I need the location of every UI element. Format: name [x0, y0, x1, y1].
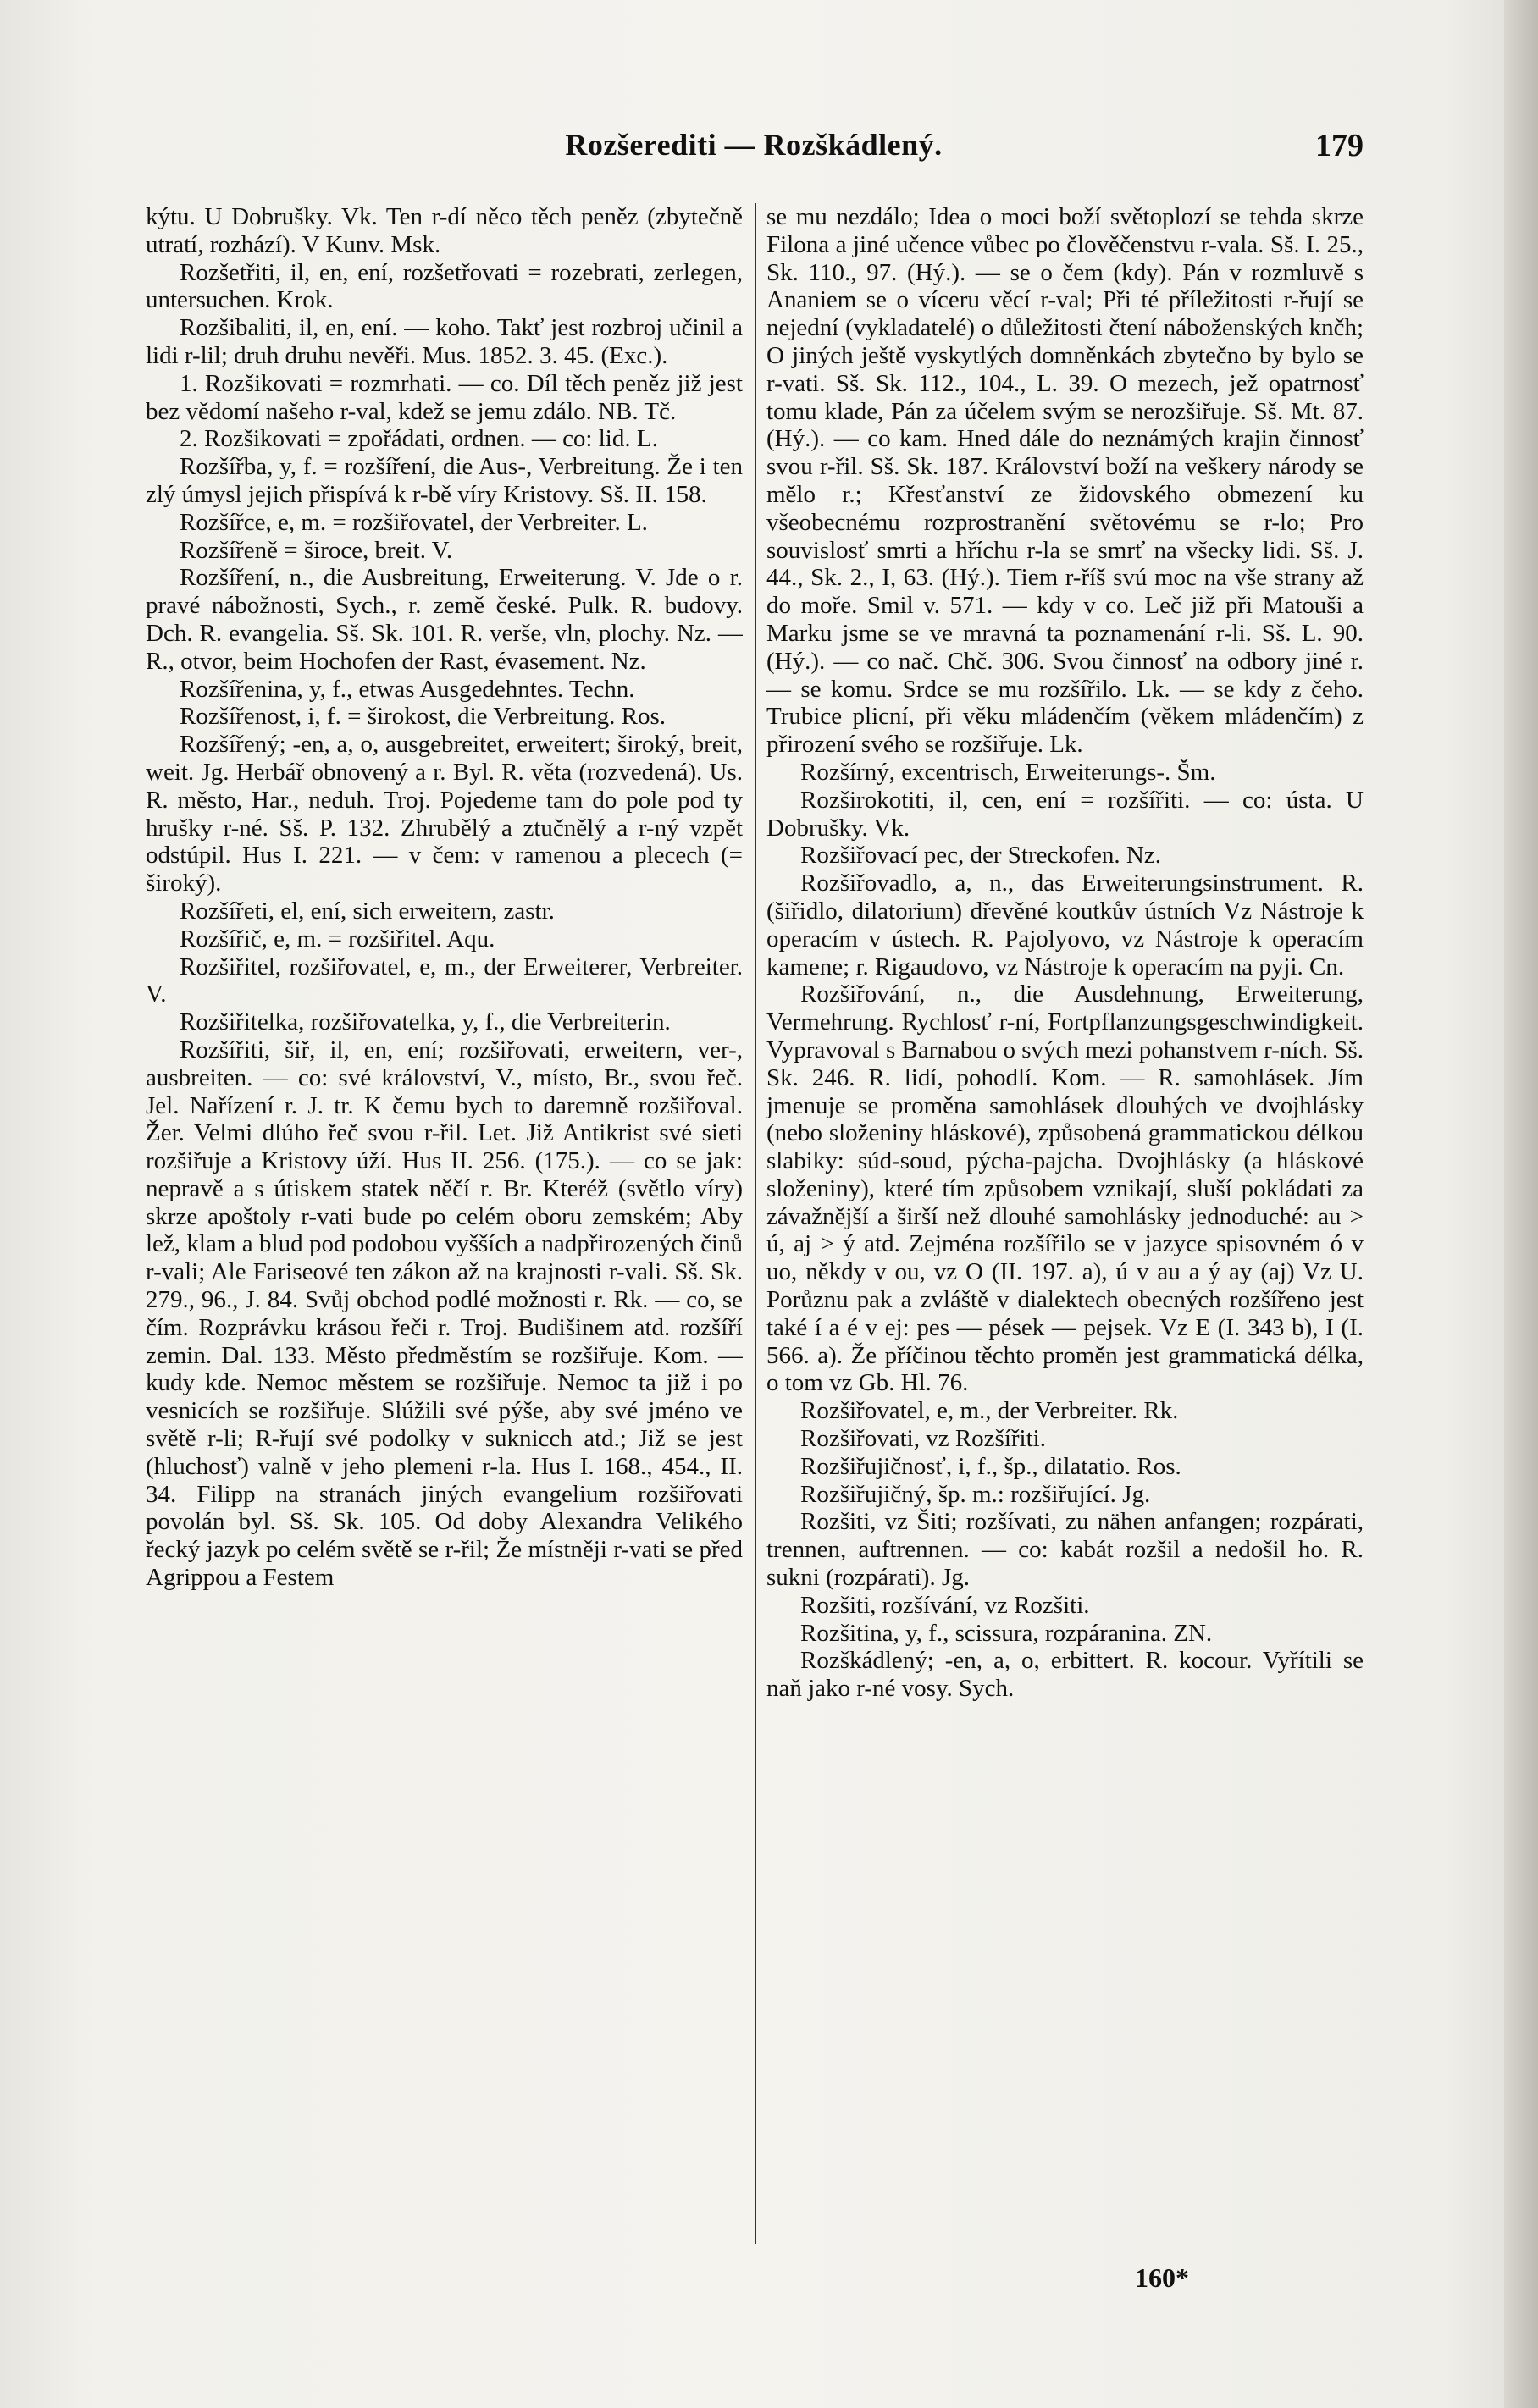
dictionary-entry: Rozšířba, y, f. = rozšíření, die Aus-, Verbreitung. Že i ten zlý úmysl jejich přispívá k r-bě víry Kristovy. Sš. II. 158.: [146, 453, 743, 508]
dictionary-entry: Rozšiřovati, vz Rozšířiti.: [800, 1425, 1046, 1453]
dictionary-entry: Rozšiřování, n., die Ausdehnung, Erweiterung, Vermehrung. Rychlosť r-ní, Fortpflanzungsgeschwindigkeit. Vypravoval s Barnabou o svých mezi pohanstvem r-ních. Sš. Sk. 246. R. lidí, pohodlí. Kom. — R. samohlásek. Jím jmenuje se proměna samohlásek dlouhých ve dvojhlásky (nebo složeniny hláskové), způsobená grammatickou délkou slabiky: súd-soud, pýcha-pajcha. Dvojhlásky (a hláskové složeniny), které tím způsobem vznikají, sluší pokládati za závažnější a širší než dlouhé samohlásky jednoduché: au > ú, aj > ý atd. Zejména rozšířilo se v jazyce spisovném ó v uo, někdy v ou, vz O (II. 197. a), ú v au a ý ay (aj) Vz U. Porůznu pak a zvláště v dialektech obecných rozšířeno jest také í a é v ej: pes — pések — pejsek. Vz E (I. 343 b), I (I. 566. a). Že příčinou těchto proměn jest grammatická délka, o tom vz Gb. Hl. 76.: [766, 980, 1364, 1397]
dictionary-entry: Rozšiřovadlo, a, n., das Erweiterungsinstrument. R. (šiřidlo, dilatorium) dřevěné koutkův ústních Vz Nástroje k operacím v ústech. R. Pajolyovo, vz Nástroje k operacím kamene; r. Rigaudovo, vz Nástroje k operacím na pyji. Cn.: [766, 870, 1364, 980]
header-title: Rozšerediti — Rozškádlený.: [565, 128, 943, 162]
dictionary-entry: Rozšířeti, el, ení, sich erweitern, zastr.: [180, 897, 555, 925]
dictionary-entry: Rozšiřovatel, e, m., der Verbreiter. Rk.: [800, 1397, 1179, 1425]
dictionary-entry: Rozšetřiti, il, en, ení, rozšetřovati = rozebrati, zerlegen, untersuchen. Krok.: [146, 258, 743, 314]
dictionary-entry: Rozšiti, vz Šiti; rozšívati, zu nähen anfangen; rozpárati, trennen, auftrennen. — co: kabát rozšil a nedošil ho. R. sukni (rozpárati). Jg.: [766, 1508, 1364, 1592]
dictionary-entry: Rozšírný, excentrisch, Erweiterungs-. Šm.: [800, 758, 1216, 786]
dictionary-entry: Rozšiti, rozšívání, vz Rozšiti.: [800, 1591, 1090, 1619]
dictionary-entry: Rozšíření, n., die Ausbreitung, Erweiterung. V. Jde o r. pravé nábožnosti, Sych., r. země české. Pulk. R. budovy. Dch. R. evangelia. Sš. Sk. 101. R. verše, vln, plochy. Nz. — R., otvor, beim Hochofen der Rast, évasement. Nz.: [146, 564, 743, 675]
dictionary-entry: Rozšiřitelka, rozšiřovatelka, y, f., die Verbreiterin.: [180, 1008, 671, 1036]
dictionary-entry: Rozšířený; -en, a, o, ausgebreitet, erweitert; široký, breit, weit. Jg. Herbář obnovený a r. Byl. R. věta (rozvedená). Us. R. město, Har., neduh. Troj. Pojedeme tam do pole pod ty hrušky r-né. Sš. P. 132. Zhrubělý a ztučnělý a r-ný vzpět odstúpil. Hus I. 221. — v čem: v ramenou a plecech (= široký).: [146, 731, 743, 897]
page-number: 179: [1315, 128, 1364, 163]
running-header: [144, 127, 1364, 178]
dictionary-entry: Rozšířenost, i, f. = širokost, die Verbreitung. Ros.: [180, 703, 667, 731]
left-column: [146, 203, 743, 2252]
dictionary-entry: Rozšitina, y, f., scissura, rozpáranina. ZN.: [800, 1619, 1213, 1647]
dictionary-entry: Rozširokotiti, il, cen, ení = rozšířiti. — co: ústa. U Dobrušky. Vk.: [766, 786, 1364, 842]
right-column: [766, 203, 1364, 2252]
dictionary-entry: Rozšibaliti, il, en, ení. — koho. Takť jest rozbroj učinil a lidi r-lil; druh druhu nevěři. Mus. 1852. 3. 45. (Exc.).: [146, 314, 743, 369]
signature-mark: 160*: [1135, 2262, 1189, 2293]
dictionary-entry: 2. Rozšikovati = zpořádati, ordnen. — co: lid. L.: [180, 425, 658, 453]
dictionary-entry: Rozšířiti, šiř, il, en, ení; rozšiřovati, erweitern, ver-, ausbreiten. — co: své království, V., místo, Br., svou řeč. Jel. Nařízení r. J. tr. K čemu bych to daremně rozšiřoval. Žer. Velmi dlúho řeč svou r-řil. Let. Již Antikrist své sieti rozšiřuje a Kristovy úží. Hus II. 256. (175.). — co se jak: nepravě a s útiskem statek něčí r. Br. Kteréž (světlo víry) skrze apoštoly r-vati bude po celém oboru zemském; Aby lež, klam a blud pod podobou vyšších a nadpřirozených činů r-vali; Ale Fariseové ten zákon až na krajnosti r-vali. Sš. Sk. 279., 96., J. 84. Svůj obchod podlé možnosti r. Rk. — co, se čím. Rozprávku krásou řeči r. Troj. Budišinem atd. rozšíří zemin. Dal. 133. Město předměstím se rozšiřuje. Kom. — kudy kde. Nemoc městem se rozšiřuje. Nemoc ta již i po vesnicích se rozšiřuje. Slúžili své pýše, aby své jméno ve světě r-li; R-řují své podolky v suknicch atd.; Již se jest (hluchosť) valně v jeho plemeni r-la. Hus I. 168., 454., II. 34. Filipp na stranách jiných evangelium rozšiřovati povolán byl. Sš. Sk. 105. Od doby Alexandra Velikého řecký jazyk po celém světě se r-řil; Že místněji r-vati se před Agrippou a Festem: [146, 1036, 743, 1592]
dictionary-entry: Rozšířenina, y, f., etwas Ausgedehntes. Techn.: [180, 675, 635, 703]
dictionary-entry: Rozšiřujičnosť, i, f., šp., dilatatio. Ros.: [800, 1452, 1181, 1480]
dictionary-entry: Rozšiřovací pec, der Streckofen. Nz.: [800, 842, 1161, 870]
dictionary-entry: se mu nezdálo; Idea o moci boží světoplozí se tehda skrze Filona a jiné učence vůbec po člověčenstvu r-vala. Sš. I. 25., Sk. 110., 97. (Hý.). — se o čem (kdy). Pán v rozmluvě s Ananiem se o víceru věcí r-val; Při té příležitosti r-řují se nejední (vykladatelé) o důležitosti čtení náboženských knčh; O jiných ještě vyskytlých domněnkách zbytečno by bylo se r-vati. Sš. Sk. 112., 104., L. 39. O mezech, jež opatrnosť tomu klade, Pán za účelem svým se nerozšiřuje. Sš. Mt. 87. (Hý.). — co kam. Hned dále do neznámých krajin činnosť svou r-řil. Sš. Sk. 187. Království boží na veškery národy se mělo r.; Křesťanství ze židovského obmezení ku všeobecnému rozprostranění světovému se r-lo; Pro souvislosť smrti a hříchu r-la se smrť na všecky lidi. Sš. J. 44., Sk. 2., I, 63. (Hý.). Tiem r-říš svú moc na vše strany až do moře. Smil v. 571. — kdy v co. Leč již při Matouši a Marku jsme se ve mravná ta poznamenání r-li. Sš. L. 90. (Hý.). — co nač. Chč. 306. Svou činnosť na odbory jiné r. — se komu. Srdce se mu rozšířilo. Lk. — se kdy z čeho. Trubice plicní, při věku mládenčím (věkem mládenčím) z přirození svého se rozšiřuje. Lk.: [766, 203, 1364, 759]
page-edge-shadow: [1504, 0, 1538, 2408]
dictionary-entry: Rozšířeně = široce, breit. V.: [180, 536, 453, 564]
dictionary-entry: Rozšiřujičný, šp. m.: rozšiřující. Jg.: [800, 1480, 1151, 1508]
dictionary-entry: 1. Rozšikovati = rozmrhati. — co. Díl těch peněz již jest bez vědomí našeho r-val, kdež se jemu zdálo. NB. Tč.: [146, 369, 743, 425]
dictionary-entry: Rozšířce, e, m. = rozšiřovatel, der Verbreiter. L.: [180, 508, 648, 536]
column-divider: [755, 203, 756, 2244]
dictionary-entry: Rozšířič, e, m. = rozšiřitel. Aqu.: [180, 925, 495, 953]
dictionary-entry: Rozškádlený; -en, a, o, erbittert. R. kocour. Vyřítili se naň jako r-né vosy. Sych.: [766, 1647, 1364, 1703]
dictionary-entry: kýtu. U Dobrušky. Vk. Ten r-dí něco těch peněz (zbytečně utratí, rozhází). V Kunv. Msk.: [146, 203, 743, 258]
dictionary-entry: Rozšiřitel, rozšiřovatel, e, m., der Erweiterer, Verbreiter. V.: [146, 953, 743, 1008]
